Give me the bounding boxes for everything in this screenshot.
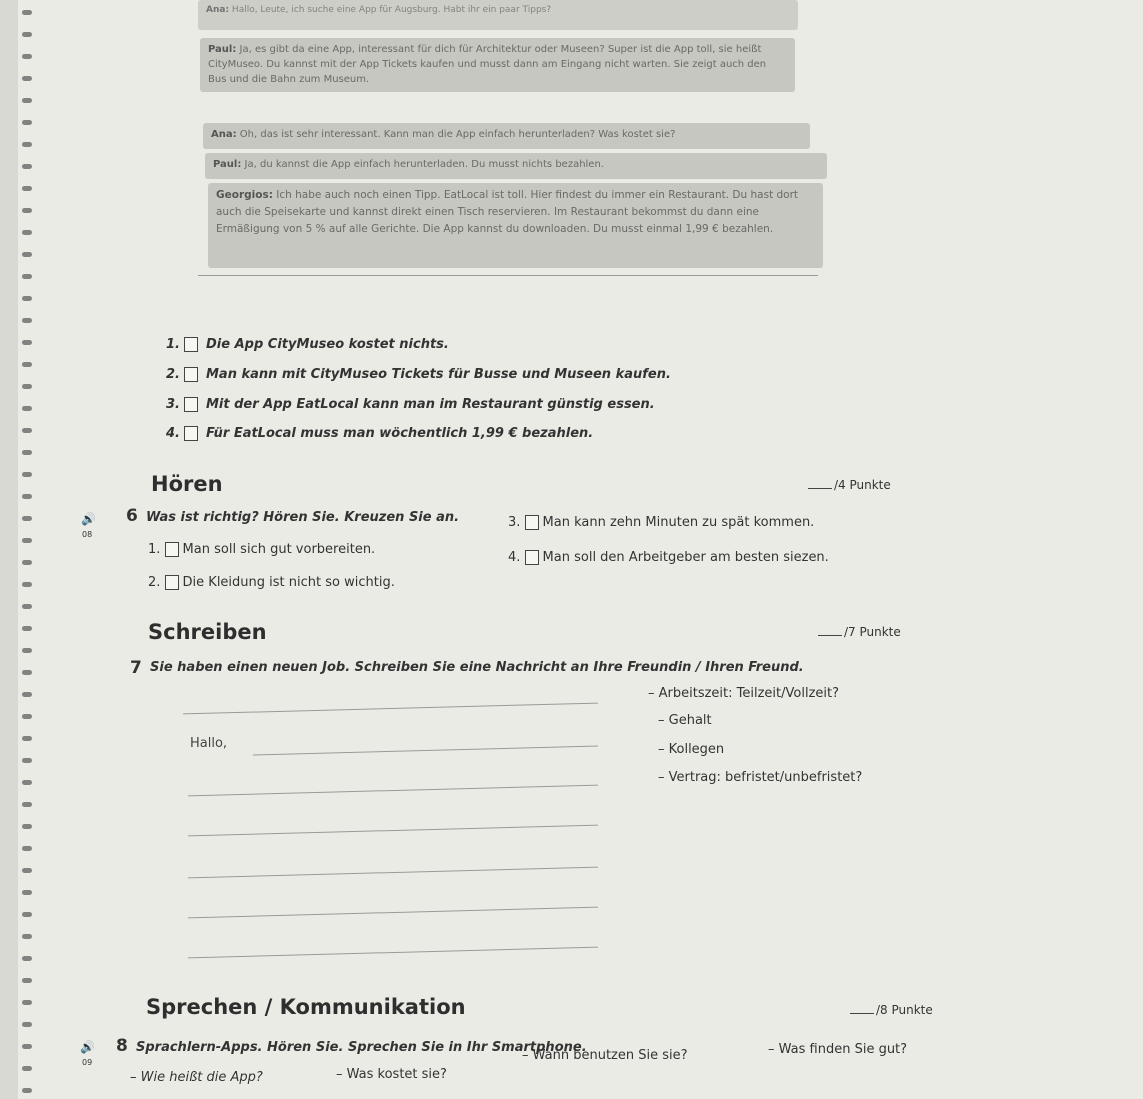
spiral-hole	[22, 142, 32, 147]
spiral-hole	[22, 714, 32, 719]
spiral-hole	[22, 76, 32, 81]
points-label: /7 Punkte	[844, 625, 901, 639]
spiral-hole	[22, 340, 32, 345]
separator-line	[198, 275, 818, 276]
spiral-hole	[22, 1066, 32, 1071]
item-checkbox[interactable]	[525, 550, 539, 565]
statement-2	[166, 367, 671, 382]
spiral-hole	[22, 956, 32, 961]
spiral-hole	[22, 736, 32, 741]
statement-text: Man kann mit CityMuseo Tickets für Busse und Museen kaufen.	[205, 367, 671, 382]
hoeren-item-4	[508, 550, 829, 565]
points-sprechen	[850, 1003, 933, 1017]
spiral-hole	[22, 384, 32, 389]
chat-text: Oh, das ist sehr interessant. Kann man die App einfach herunterladen? Was kostet sie?	[239, 129, 676, 140]
chat-speaker: Paul:	[208, 44, 237, 55]
statement-number: 2.	[166, 367, 180, 382]
spiral-hole	[22, 1044, 32, 1049]
chat-text: Hallo, Leute, ich suche eine App für Augsburg. Habt ihr ein paar Tipps?	[231, 5, 552, 15]
chat-speaker: Ana:	[211, 129, 237, 140]
spiral-hole	[22, 32, 32, 37]
spiral-hole	[22, 164, 32, 169]
chat-speaker: Paul:	[213, 159, 242, 170]
spiral-hole	[22, 912, 32, 917]
spiral-hole	[22, 1088, 32, 1093]
hoeren-item-3	[508, 515, 814, 530]
chat-text: Ja, du kannst die App einfach herunterladen. Du musst nichts bezahlen.	[244, 159, 604, 170]
writing-point-3: – Kollegen	[658, 742, 725, 757]
task-number: 7	[130, 658, 142, 678]
spiral-hole	[22, 692, 32, 697]
spiral-binding	[18, 0, 58, 1099]
audio-icon[interactable]: 🔊	[80, 1040, 95, 1054]
writing-point-2: – Gehalt	[658, 713, 712, 728]
writing-line-2[interactable]	[188, 785, 598, 797]
task-instruction: Was ist richtig? Hören Sie. Kreuzen Sie an.	[146, 510, 460, 525]
statement-number: 4.	[166, 426, 180, 441]
item-number: 1.	[148, 542, 161, 557]
chat-message-ana-2	[203, 123, 810, 149]
task-instruction: Sie haben einen neuen Job. Schreiben Sie eine Nachricht an Ihre Freundin / Ihren Freund.	[150, 660, 804, 675]
statement-4	[166, 426, 593, 441]
spiral-hole	[22, 1022, 32, 1027]
item-checkbox[interactable]	[165, 575, 179, 590]
writing-point-1: – Arbeitszeit: Teilzeit/Vollzeit?	[648, 686, 840, 701]
spiral-hole	[22, 208, 32, 213]
spiral-hole	[22, 538, 32, 543]
chat-message-georgios	[208, 183, 823, 268]
spiral-hole	[22, 494, 32, 499]
spiral-hole	[22, 10, 32, 15]
spiral-hole	[22, 472, 32, 477]
section-title-sprechen: Sprechen / Kommunikation	[146, 995, 466, 1019]
spiral-hole	[22, 428, 32, 433]
audio-icon[interactable]: 🔊	[81, 512, 96, 526]
spiral-hole	[22, 824, 32, 829]
statement-1	[166, 337, 449, 352]
worksheet-page	[18, 0, 1143, 1099]
writing-line-4[interactable]	[188, 867, 598, 879]
spiral-hole	[22, 868, 32, 873]
statement-number: 1.	[166, 337, 180, 352]
chat-message-paul-2	[205, 153, 827, 179]
speaking-prompt-3: – Wann benutzen Sie sie?	[522, 1048, 688, 1063]
statement-text: Mit der App EatLocal kann man im Restaurant günstig essen.	[205, 397, 655, 412]
spiral-hole	[22, 186, 32, 191]
chat-speaker: Georgios:	[216, 189, 273, 201]
spiral-hole	[22, 560, 32, 565]
spiral-hole	[22, 362, 32, 367]
spiral-hole	[22, 626, 32, 631]
item-text: Man soll sich gut vorbereiten.	[182, 542, 376, 557]
item-checkbox[interactable]	[525, 515, 539, 530]
item-checkbox[interactable]	[165, 542, 179, 557]
audio-track-number: 09	[82, 1058, 93, 1067]
writing-box-top	[183, 703, 598, 715]
item-text: Man kann zehn Minuten zu spät kommen.	[542, 515, 815, 530]
spiral-hole	[22, 274, 32, 279]
chat-text: Ich habe auch noch einen Tipp. EatLocal ist toll. Hier findest du immer ein Restaurant. Du hast dort auch die Speisekarte und kannst direkt einen Tisch reservieren. Im Restaurant bekommst du dann eine Ermäßigung von 5 % auf alle Gerichte. Die App kannst du downloaden. Du musst einmal 1,99 € bezahlen.	[216, 189, 799, 235]
statement-text: Die App CityMuseo kostet nichts.	[205, 337, 449, 352]
spiral-hole	[22, 846, 32, 851]
statement-number: 3.	[166, 397, 180, 412]
spiral-hole	[22, 406, 32, 411]
spiral-hole	[22, 780, 32, 785]
item-text: Die Kleidung ist nicht so wichtig.	[182, 575, 395, 590]
hoeren-item-1	[148, 542, 375, 557]
greeting: Hallo,	[190, 736, 228, 751]
chat-text: Ja, es gibt da eine App, interessant für dich für Architektur oder Museen? Super ist die App toll, sie heißt CityMuseo. Du kannst mit der App Tickets kaufen und musst dann am Eingang nicht warten. Sie zeigt auch den Bus und die Bahn zum Museum.	[208, 44, 767, 85]
statement-checkbox[interactable]	[184, 367, 198, 382]
item-number: 2.	[148, 575, 161, 590]
statement-checkbox[interactable]	[184, 397, 198, 412]
item-number: 3.	[508, 515, 521, 530]
statement-checkbox[interactable]	[184, 337, 198, 352]
writing-point-4: – Vertrag: befristet/unbefristet?	[658, 770, 863, 785]
section-title-hoeren: Hören	[151, 472, 223, 496]
spiral-hole	[22, 450, 32, 455]
spiral-hole	[22, 648, 32, 653]
spiral-hole	[22, 54, 32, 59]
statement-text: Für EatLocal muss man wöchentlich 1,99 € bezahlen.	[205, 426, 594, 441]
writing-line-3[interactable]	[188, 825, 598, 837]
spiral-hole	[22, 582, 32, 587]
spiral-hole	[22, 98, 32, 103]
points-schreiben	[818, 625, 901, 639]
spiral-hole	[22, 1000, 32, 1005]
task-number: 6	[126, 506, 138, 526]
spiral-hole	[22, 802, 32, 807]
points-label: /8 Punkte	[876, 1003, 933, 1017]
spiral-hole	[22, 516, 32, 521]
spiral-hole	[22, 318, 32, 323]
statement-3	[166, 397, 655, 412]
item-number: 4.	[508, 550, 521, 565]
hoeren-item-2	[148, 575, 395, 590]
chat-speaker: Ana:	[206, 5, 230, 15]
task-number: 8	[116, 1036, 128, 1056]
statement-checkbox[interactable]	[184, 426, 198, 441]
writing-line-6[interactable]	[188, 947, 598, 959]
points-label: /4 Punkte	[834, 478, 891, 492]
spiral-hole	[22, 890, 32, 895]
spiral-hole	[22, 758, 32, 763]
spiral-hole	[22, 934, 32, 939]
audio-track-number: 08	[82, 530, 93, 539]
speaking-prompt-1: – Wie heißt die App?	[130, 1070, 263, 1085]
spiral-hole	[22, 230, 32, 235]
spiral-hole	[22, 252, 32, 257]
spiral-hole	[22, 296, 32, 301]
section-title-schreiben: Schreiben	[148, 620, 267, 644]
spiral-hole	[22, 120, 32, 125]
spiral-hole	[22, 978, 32, 983]
task-instruction: Sprachlern-Apps. Hören Sie. Sprechen Sie in Ihr Smartphone.	[136, 1040, 587, 1055]
writing-line-5[interactable]	[188, 907, 598, 919]
writing-line-1[interactable]	[253, 745, 598, 755]
speaking-prompt-2: – Was kostet sie?	[336, 1067, 447, 1082]
points-hoeren	[808, 478, 891, 492]
chat-message-ana-1	[198, 0, 798, 30]
chat-message-paul-1	[200, 38, 795, 92]
speaking-prompt-4: – Was finden Sie gut?	[768, 1042, 908, 1057]
spiral-hole	[22, 670, 32, 675]
item-text: Man soll den Arbeitgeber am besten siezen.	[542, 550, 829, 565]
spiral-hole	[22, 604, 32, 609]
